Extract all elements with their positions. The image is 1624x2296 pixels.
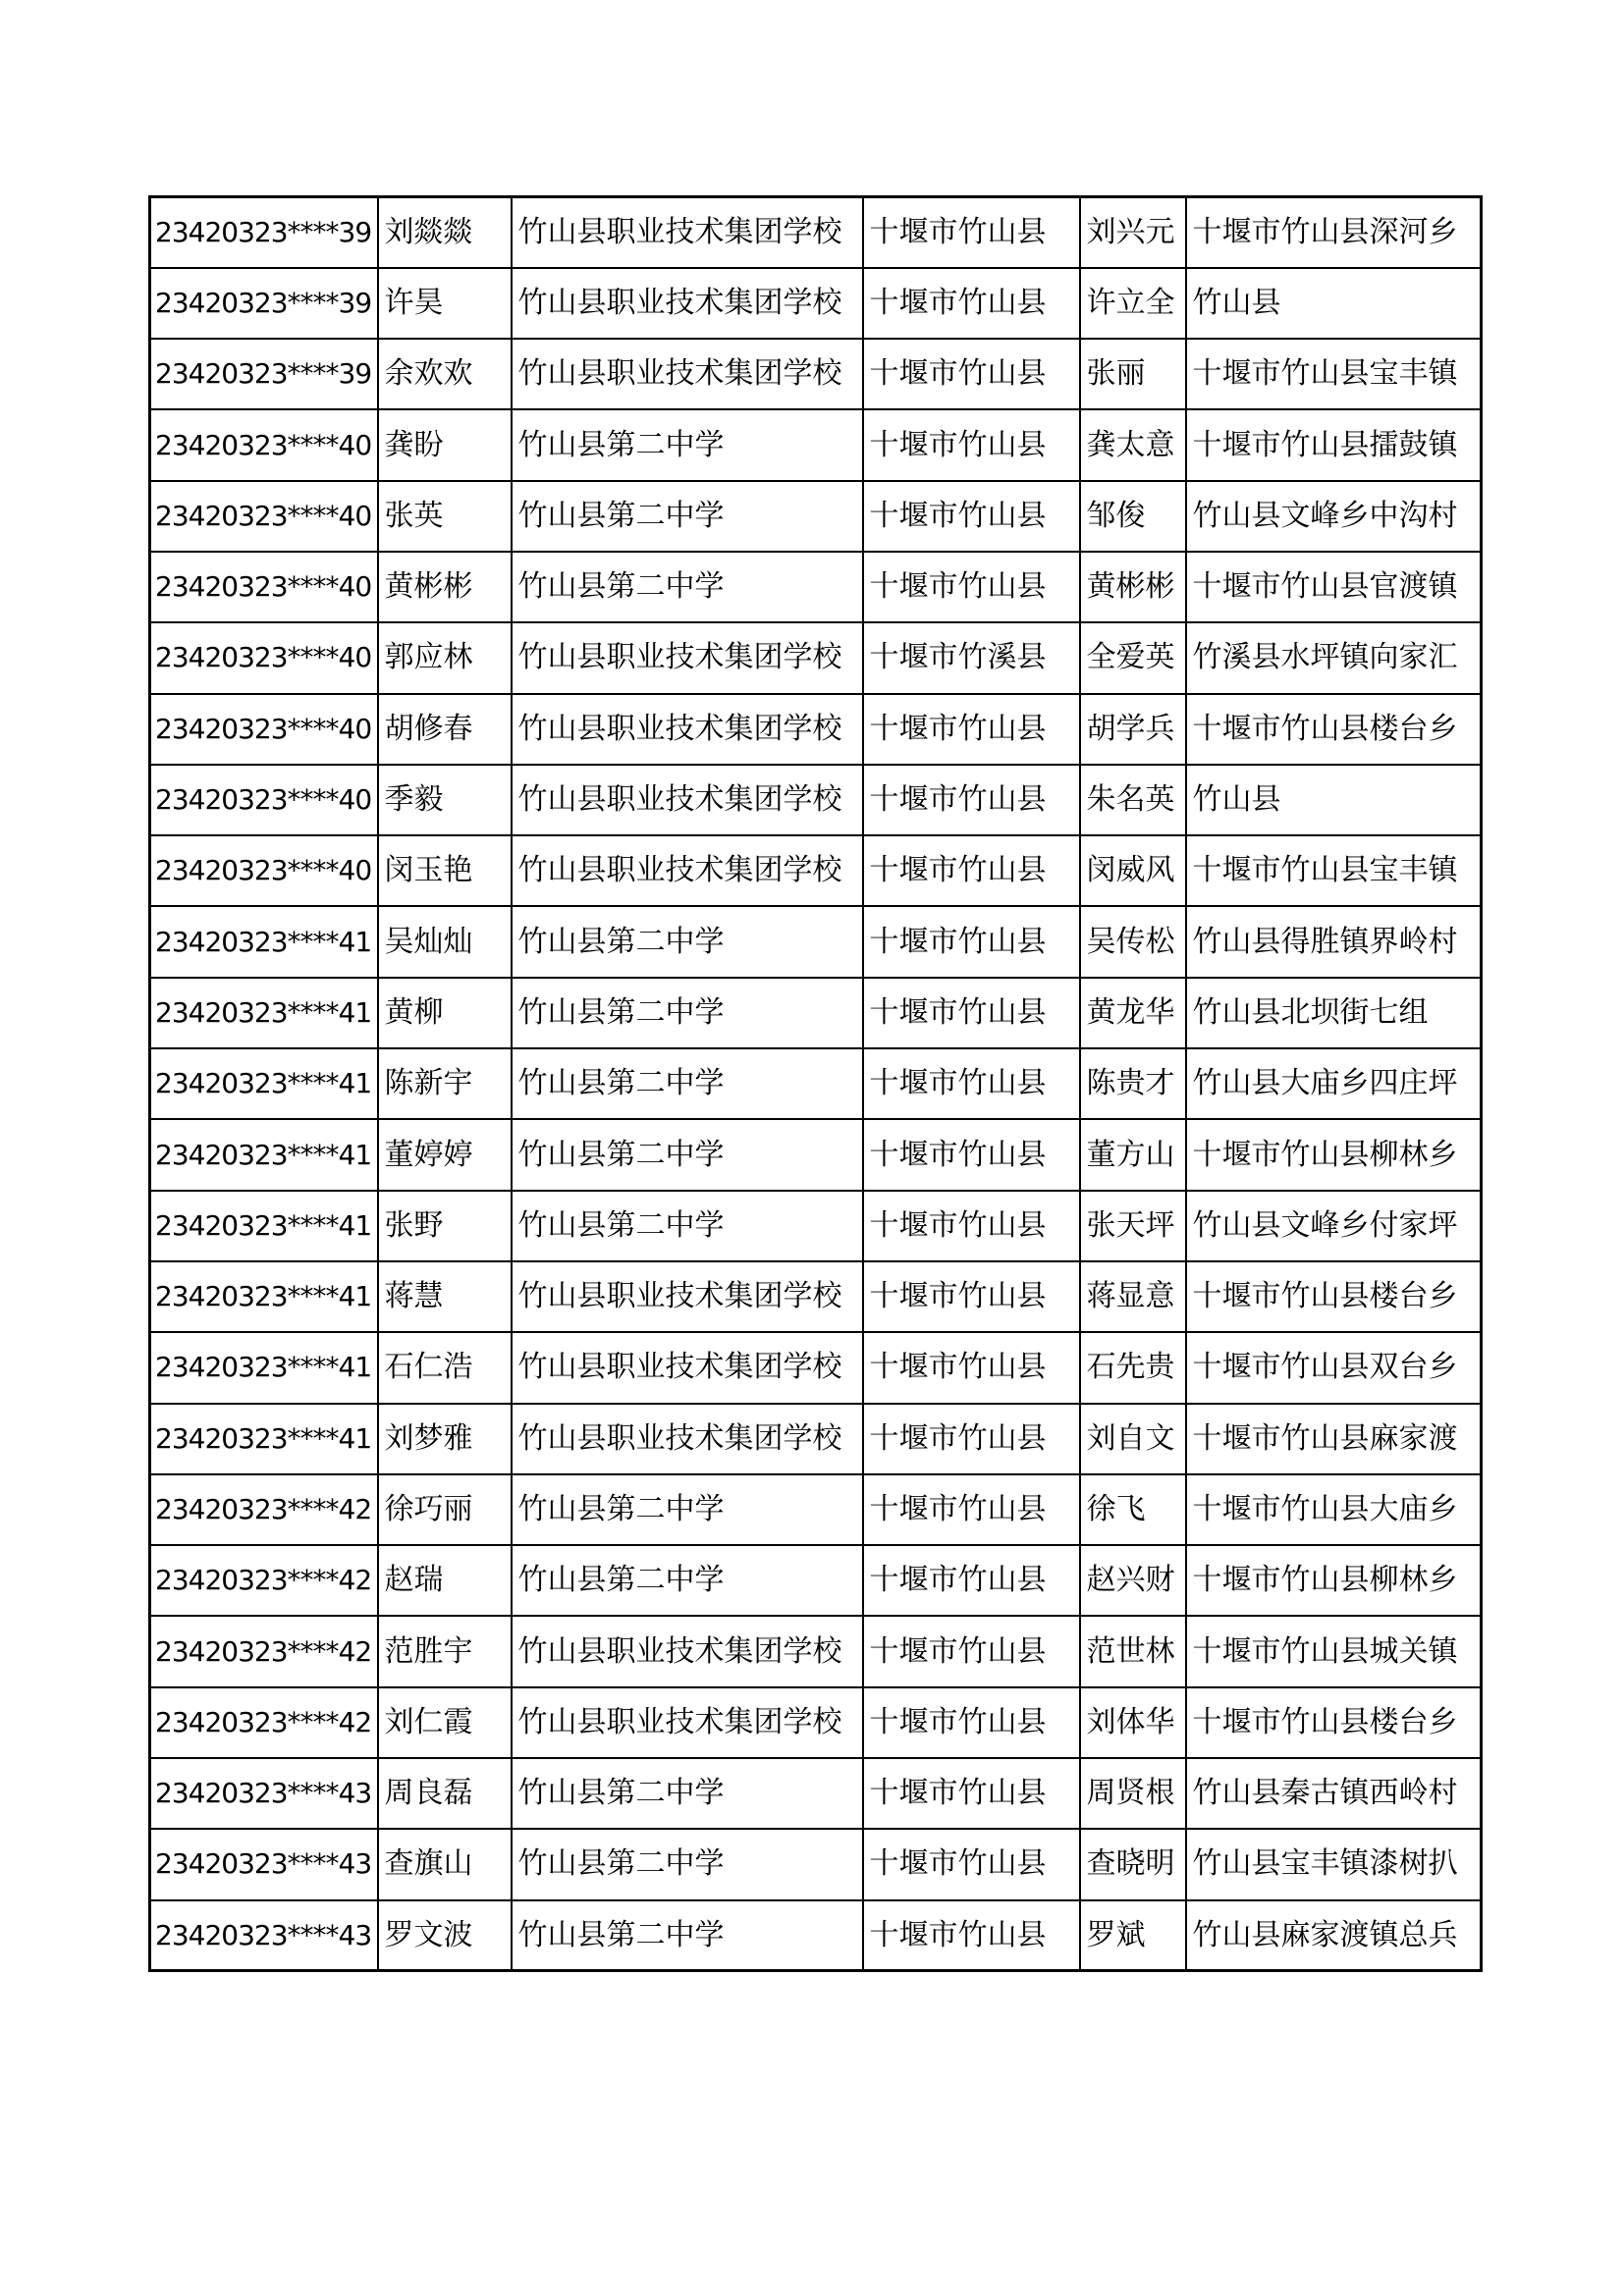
student-name-cell: 郭应林 bbox=[378, 622, 512, 693]
address-cell: 竹山县文峰乡付家坪 bbox=[1186, 1191, 1482, 1261]
region-cell: 十堰市竹山县 bbox=[863, 1332, 1080, 1403]
address-cell: 竹山县麻家渡镇总兵 bbox=[1186, 1900, 1482, 1971]
guardian-name-cell: 邹俊 bbox=[1080, 481, 1186, 552]
school-cell: 竹山县职业技术集团学校 bbox=[512, 1404, 863, 1474]
guardian-name-cell: 周贤根 bbox=[1080, 1758, 1186, 1829]
guardian-name-cell: 胡学兵 bbox=[1080, 694, 1186, 765]
table-row bbox=[150, 1758, 1482, 1829]
guardian-name-cell: 张天坪 bbox=[1080, 1191, 1186, 1261]
address-cell: 十堰市竹山县柳林乡 bbox=[1186, 1545, 1482, 1616]
region-cell: 十堰市竹山县 bbox=[863, 1404, 1080, 1474]
school-cell: 竹山县职业技术集团学校 bbox=[512, 765, 863, 835]
table-row bbox=[150, 339, 1482, 409]
student-name-cell: 董婷婷 bbox=[378, 1119, 512, 1190]
region-cell: 十堰市竹山县 bbox=[863, 906, 1080, 977]
table-row bbox=[150, 906, 1482, 977]
student-name-cell: 许昊 bbox=[378, 268, 512, 339]
school-cell: 竹山县职业技术集团学校 bbox=[512, 268, 863, 339]
student-name-cell: 刘燚燚 bbox=[378, 197, 512, 268]
student-name-cell: 刘梦雅 bbox=[378, 1404, 512, 1474]
region-cell: 十堰市竹山县 bbox=[863, 552, 1080, 622]
table-row bbox=[150, 1687, 1482, 1758]
region-cell: 十堰市竹山县 bbox=[863, 694, 1080, 765]
id-number-cell: 23420323****41 bbox=[150, 1332, 378, 1403]
school-cell: 竹山县第二中学 bbox=[512, 906, 863, 977]
record-table-body bbox=[150, 197, 1482, 1971]
guardian-name-cell: 刘体华 bbox=[1080, 1687, 1186, 1758]
guardian-name-cell: 石先贵 bbox=[1080, 1332, 1186, 1403]
id-number-cell: 23420323****40 bbox=[150, 835, 378, 906]
id-number-cell: 23420323****42 bbox=[150, 1616, 378, 1686]
table-row bbox=[150, 197, 1482, 268]
id-number-cell: 23420323****42 bbox=[150, 1474, 378, 1545]
school-cell: 竹山县第二中学 bbox=[512, 1900, 863, 1971]
school-cell: 竹山县职业技术集团学校 bbox=[512, 1687, 863, 1758]
id-number-cell: 23420323****40 bbox=[150, 552, 378, 622]
region-cell: 十堰市竹山县 bbox=[863, 1191, 1080, 1261]
guardian-name-cell: 查晓明 bbox=[1080, 1829, 1186, 1899]
region-cell: 十堰市竹山县 bbox=[863, 268, 1080, 339]
guardian-name-cell: 朱名英 bbox=[1080, 765, 1186, 835]
id-number-cell: 23420323****41 bbox=[150, 906, 378, 977]
guardian-name-cell: 陈贵才 bbox=[1080, 1048, 1186, 1119]
region-cell: 十堰市竹山县 bbox=[863, 765, 1080, 835]
student-name-cell: 张野 bbox=[378, 1191, 512, 1261]
id-number-cell: 23420323****42 bbox=[150, 1687, 378, 1758]
address-cell: 十堰市竹山县大庙乡 bbox=[1186, 1474, 1482, 1545]
school-cell: 竹山县职业技术集团学校 bbox=[512, 622, 863, 693]
student-name-cell: 石仁浩 bbox=[378, 1332, 512, 1403]
school-cell: 竹山县职业技术集团学校 bbox=[512, 835, 863, 906]
table-row bbox=[150, 1900, 1482, 1971]
address-cell: 十堰市竹山县双台乡 bbox=[1186, 1332, 1482, 1403]
student-name-cell: 胡修春 bbox=[378, 694, 512, 765]
school-cell: 竹山县第二中学 bbox=[512, 1119, 863, 1190]
region-cell: 十堰市竹山县 bbox=[863, 1616, 1080, 1686]
id-number-cell: 23420323****41 bbox=[150, 1191, 378, 1261]
address-cell: 十堰市竹山县楼台乡 bbox=[1186, 694, 1482, 765]
region-cell: 十堰市竹山县 bbox=[863, 1758, 1080, 1829]
table-row bbox=[150, 694, 1482, 765]
guardian-name-cell: 范世林 bbox=[1080, 1616, 1186, 1686]
guardian-name-cell: 张丽 bbox=[1080, 339, 1186, 409]
region-cell: 十堰市竹山县 bbox=[863, 978, 1080, 1048]
student-name-cell: 余欢欢 bbox=[378, 339, 512, 409]
table-row bbox=[150, 622, 1482, 693]
id-number-cell: 23420323****39 bbox=[150, 339, 378, 409]
student-name-cell: 黄柳 bbox=[378, 978, 512, 1048]
guardian-name-cell: 徐飞 bbox=[1080, 1474, 1186, 1545]
address-cell: 竹溪县水坪镇向家汇 bbox=[1186, 622, 1482, 693]
guardian-name-cell: 赵兴财 bbox=[1080, 1545, 1186, 1616]
student-name-cell: 蒋慧 bbox=[378, 1261, 512, 1332]
student-name-cell: 陈新宇 bbox=[378, 1048, 512, 1119]
school-cell: 竹山县第二中学 bbox=[512, 552, 863, 622]
school-cell: 竹山县职业技术集团学校 bbox=[512, 1261, 863, 1332]
guardian-name-cell: 蒋显意 bbox=[1080, 1261, 1186, 1332]
school-cell: 竹山县职业技术集团学校 bbox=[512, 197, 863, 268]
id-number-cell: 23420323****43 bbox=[150, 1900, 378, 1971]
table-row bbox=[150, 1545, 1482, 1616]
id-number-cell: 23420323****40 bbox=[150, 694, 378, 765]
region-cell: 十堰市竹山县 bbox=[863, 339, 1080, 409]
address-cell: 竹山县 bbox=[1186, 268, 1482, 339]
table-row bbox=[150, 765, 1482, 835]
school-cell: 竹山县职业技术集团学校 bbox=[512, 694, 863, 765]
region-cell: 十堰市竹山县 bbox=[863, 1687, 1080, 1758]
region-cell: 十堰市竹山县 bbox=[863, 1048, 1080, 1119]
table-row bbox=[150, 1829, 1482, 1899]
school-cell: 竹山县职业技术集团学校 bbox=[512, 1616, 863, 1686]
student-name-cell: 吴灿灿 bbox=[378, 906, 512, 977]
address-cell: 竹山县大庙乡四庄坪 bbox=[1186, 1048, 1482, 1119]
school-cell: 竹山县第二中学 bbox=[512, 1829, 863, 1899]
student-name-cell: 查旗山 bbox=[378, 1829, 512, 1899]
id-number-cell: 23420323****40 bbox=[150, 481, 378, 552]
id-number-cell: 23420323****41 bbox=[150, 1261, 378, 1332]
address-cell: 竹山县宝丰镇漆树扒 bbox=[1186, 1829, 1482, 1899]
id-number-cell: 23420323****41 bbox=[150, 978, 378, 1048]
id-number-cell: 23420323****40 bbox=[150, 622, 378, 693]
id-number-cell: 23420323****43 bbox=[150, 1758, 378, 1829]
region-cell: 十堰市竹山县 bbox=[863, 1119, 1080, 1190]
guardian-name-cell: 董方山 bbox=[1080, 1119, 1186, 1190]
id-number-cell: 23420323****40 bbox=[150, 765, 378, 835]
region-cell: 十堰市竹山县 bbox=[863, 197, 1080, 268]
id-number-cell: 23420323****40 bbox=[150, 409, 378, 480]
student-name-cell: 张英 bbox=[378, 481, 512, 552]
address-cell: 十堰市竹山县宝丰镇 bbox=[1186, 339, 1482, 409]
address-cell: 十堰市竹山县官渡镇 bbox=[1186, 552, 1482, 622]
address-cell: 十堰市竹山县深河乡 bbox=[1186, 197, 1482, 268]
address-cell: 十堰市竹山县宝丰镇 bbox=[1186, 835, 1482, 906]
school-cell: 竹山县第二中学 bbox=[512, 481, 863, 552]
school-cell: 竹山县第二中学 bbox=[512, 409, 863, 480]
address-cell: 竹山县文峰乡中沟村 bbox=[1186, 481, 1482, 552]
address-cell: 十堰市竹山县柳林乡 bbox=[1186, 1119, 1482, 1190]
student-name-cell: 黄彬彬 bbox=[378, 552, 512, 622]
region-cell: 十堰市竹山县 bbox=[863, 1900, 1080, 1971]
school-cell: 竹山县第二中学 bbox=[512, 1758, 863, 1829]
table-row bbox=[150, 1332, 1482, 1403]
address-cell: 十堰市竹山县楼台乡 bbox=[1186, 1687, 1482, 1758]
id-number-cell: 23420323****41 bbox=[150, 1048, 378, 1119]
region-cell: 十堰市竹山县 bbox=[863, 1545, 1080, 1616]
table-row bbox=[150, 481, 1482, 552]
table-row bbox=[150, 978, 1482, 1048]
school-cell: 竹山县第二中学 bbox=[512, 1048, 863, 1119]
region-cell: 十堰市竹溪县 bbox=[863, 622, 1080, 693]
school-cell: 竹山县职业技术集团学校 bbox=[512, 1332, 863, 1403]
table-row bbox=[150, 1404, 1482, 1474]
id-number-cell: 23420323****41 bbox=[150, 1119, 378, 1190]
guardian-name-cell: 全爱英 bbox=[1080, 622, 1186, 693]
guardian-name-cell: 吴传松 bbox=[1080, 906, 1186, 977]
guardian-name-cell: 刘兴元 bbox=[1080, 197, 1186, 268]
table-row bbox=[150, 1119, 1482, 1190]
school-cell: 竹山县第二中学 bbox=[512, 1474, 863, 1545]
region-cell: 十堰市竹山县 bbox=[863, 409, 1080, 480]
region-cell: 十堰市竹山县 bbox=[863, 1829, 1080, 1899]
record-table bbox=[148, 195, 1483, 1972]
student-name-cell: 范胜宇 bbox=[378, 1616, 512, 1686]
id-number-cell: 23420323****41 bbox=[150, 1404, 378, 1474]
school-cell: 竹山县职业技术集团学校 bbox=[512, 339, 863, 409]
guardian-name-cell: 闵威风 bbox=[1080, 835, 1186, 906]
address-cell: 竹山县得胜镇界岭村 bbox=[1186, 906, 1482, 977]
guardian-name-cell: 刘自文 bbox=[1080, 1404, 1186, 1474]
school-cell: 竹山县第二中学 bbox=[512, 978, 863, 1048]
region-cell: 十堰市竹山县 bbox=[863, 481, 1080, 552]
address-cell: 十堰市竹山县擂鼓镇 bbox=[1186, 409, 1482, 480]
id-number-cell: 23420323****42 bbox=[150, 1545, 378, 1616]
table-row bbox=[150, 1261, 1482, 1332]
student-name-cell: 周良磊 bbox=[378, 1758, 512, 1829]
address-cell: 竹山县北坝街七组 bbox=[1186, 978, 1482, 1048]
student-name-cell: 徐巧丽 bbox=[378, 1474, 512, 1545]
guardian-name-cell: 罗斌 bbox=[1080, 1900, 1186, 1971]
id-number-cell: 23420323****43 bbox=[150, 1829, 378, 1899]
table-row bbox=[150, 268, 1482, 339]
address-cell: 竹山县 bbox=[1186, 765, 1482, 835]
table-row bbox=[150, 835, 1482, 906]
table-row bbox=[150, 409, 1482, 480]
region-cell: 十堰市竹山县 bbox=[863, 1474, 1080, 1545]
address-cell: 十堰市竹山县麻家渡 bbox=[1186, 1404, 1482, 1474]
address-cell: 竹山县秦古镇西岭村 bbox=[1186, 1758, 1482, 1829]
region-cell: 十堰市竹山县 bbox=[863, 1261, 1080, 1332]
id-number-cell: 23420323****39 bbox=[150, 268, 378, 339]
table-row bbox=[150, 1616, 1482, 1686]
address-cell: 十堰市竹山县城关镇 bbox=[1186, 1616, 1482, 1686]
student-name-cell: 龚盼 bbox=[378, 409, 512, 480]
id-number-cell: 23420323****39 bbox=[150, 197, 378, 268]
school-cell: 竹山县第二中学 bbox=[512, 1191, 863, 1261]
student-name-cell: 闵玉艳 bbox=[378, 835, 512, 906]
table-row bbox=[150, 552, 1482, 622]
school-cell: 竹山县第二中学 bbox=[512, 1545, 863, 1616]
student-name-cell: 赵瑞 bbox=[378, 1545, 512, 1616]
table-row bbox=[150, 1191, 1482, 1261]
region-cell: 十堰市竹山县 bbox=[863, 835, 1080, 906]
address-cell: 十堰市竹山县楼台乡 bbox=[1186, 1261, 1482, 1332]
student-name-cell: 罗文波 bbox=[378, 1900, 512, 1971]
guardian-name-cell: 许立全 bbox=[1080, 268, 1186, 339]
guardian-name-cell: 黄彬彬 bbox=[1080, 552, 1186, 622]
guardian-name-cell: 龚太意 bbox=[1080, 409, 1186, 480]
table-row bbox=[150, 1474, 1482, 1545]
student-name-cell: 季毅 bbox=[378, 765, 512, 835]
table-row bbox=[150, 1048, 1482, 1119]
guardian-name-cell: 黄龙华 bbox=[1080, 978, 1186, 1048]
student-name-cell: 刘仁霞 bbox=[378, 1687, 512, 1758]
